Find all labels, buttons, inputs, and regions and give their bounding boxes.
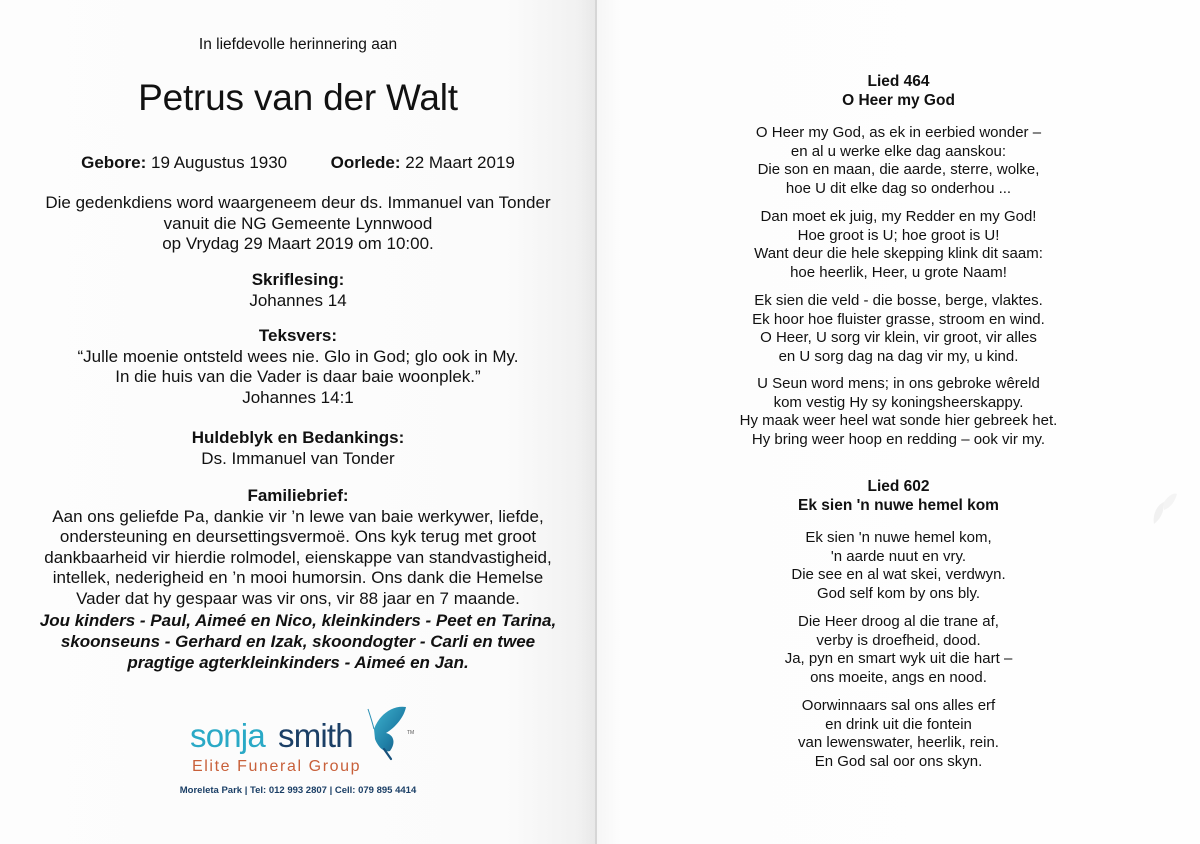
family-signatures [0, 610, 596, 673]
verse-line: In die huis van die Vader is daar baie woonplek.” [115, 367, 481, 386]
dates-line [0, 153, 596, 173]
verse-line: Hoe groot is U; hoe groot is U! [797, 226, 1000, 244]
hymn-number: Lied 602 [867, 478, 930, 495]
verse-line: Die Heer droog al die trane af, [798, 613, 999, 630]
service-details [0, 193, 596, 255]
hymn-verse [597, 529, 1200, 603]
hymn-verse [597, 697, 1200, 771]
hymn-number: Lied 464 [867, 73, 930, 90]
hymn-verse [597, 124, 1200, 198]
hymn-verse [597, 375, 1200, 449]
section-text: Johannes 14 [249, 290, 347, 310]
section-title: Familiebrief: [247, 486, 349, 505]
logo-tagline: Elite Funeral Group [192, 758, 362, 775]
verse-line: 'n aarde nuut en vry. [830, 547, 967, 565]
hymn-title: O Heer my God [842, 92, 955, 109]
verse-line: En God sal oor ons skyn. [814, 752, 983, 770]
verse-line: van lewenswater, heerlik, rein. [798, 734, 999, 751]
hymn-verse [597, 292, 1200, 366]
tribute-section [0, 428, 596, 469]
died-date: 22 Maart 2019 [405, 153, 515, 172]
family-line: Jou kinders - Paul, Aimeé en Nico, kleinkinders - Peet en Tarina, [39, 611, 557, 630]
logo-word-smith: smith [278, 717, 353, 754]
verse-line: God self kom by ons bly. [816, 584, 981, 602]
scripture-reading-section [0, 270, 596, 311]
funeral-home-logo [190, 703, 420, 783]
verse-line: O Heer my God, as ek in eerbied wonder – [755, 124, 1042, 141]
letter-line: dankbaarheid vir hierdie rolmodel, eienskappe van standvastigheid, [44, 547, 552, 567]
verse-line: Ek sien 'n nuwe hemel kom, [805, 529, 992, 546]
intro-text: In liefdevolle herinnering aan [198, 36, 398, 53]
verse-line: Ja, pyn en smart wyk uit die hart – [784, 650, 1013, 667]
verse-line: Oorwinnaars sal ons alles erf [801, 697, 996, 714]
verse-line: en al u werke elke dag aanskou: [790, 142, 1007, 160]
family-line: pragtige agterkleinkinders - Aimeé en Jan. [127, 653, 469, 672]
died-label: Oorlede: [330, 153, 401, 172]
hymn-verse [597, 208, 1200, 282]
letter-line: Aan ons geliefde Pa, dankie vir ’n lewe van baie werkywer, liefde, [52, 506, 544, 526]
section-text: Ds. Immanuel van Tonder [201, 448, 395, 468]
hymn-heading [597, 72, 1200, 110]
verse-line: Ek sien die veld - die bosse, berge, vlaktes. [754, 292, 1043, 309]
contact-details: Moreleta Park | Tel: 012 993 2807 | Cell: 079 895 4414 [179, 785, 417, 796]
verse-line: Hy bring weer hoop en redding – ook vir my. [751, 430, 1046, 448]
trademark-mark: TM [407, 730, 415, 736]
service-line: vanuit die NG Gemeente Lynnwood [163, 213, 433, 233]
verse-line: ons moeite, angs en nood. [810, 668, 987, 686]
verse-line: “Julle moenie ontsteld wees nie. Glo in God; glo ook in My. [77, 346, 519, 366]
butterfly-watermark-icon [1150, 490, 1178, 530]
verse-line: Die son en maan, die aarde, sterre, wolke, [757, 161, 1040, 178]
hymn-heading [597, 477, 1200, 515]
section-title: Huldeblyk en Bedankings: [191, 428, 405, 447]
butterfly-icon [360, 703, 408, 763]
born-label: Gebore: [81, 153, 147, 172]
text-verse-section [0, 326, 596, 408]
hymn-title: Ek sien 'n nuwe hemel kom [798, 497, 999, 514]
service-line: Die gedenkdiens word waargeneem deur ds. Immanuel van Tonder [45, 193, 551, 212]
verse-line: verby is droefheid, dood. [816, 631, 981, 649]
letter-line: ondersteuning en deursettingsvermoë. Ons kyk terug met groot [59, 527, 537, 546]
verse-line: Ek hoor hoe fluister grasse, stroom en wind. [752, 310, 1045, 328]
verse-line: hoe U dit elke dag so onderhou ... [785, 179, 1012, 197]
verse-line: U Seun word mens; in ons gebroke wêreld [757, 375, 1040, 392]
verse-line: kom vestig Hy sy koningsheerskappy. [773, 393, 1024, 411]
verse-line: Die see en al wat skei, verdwyn. [791, 566, 1006, 583]
hymn-verse [597, 613, 1200, 687]
section-title: Skriflesing: [251, 270, 345, 289]
verse-reference: Johannes 14:1 [242, 387, 354, 407]
verse-line: Want deur die hele skepping klink dit saam: [754, 245, 1043, 262]
letter-line: intellek, nederigheid en ’n mooi humorsin. Ons dank die Hemelse [52, 568, 544, 587]
section-title: Teksvers: [258, 326, 338, 345]
verse-line: Dan moet ek juig, my Redder en my God! [760, 208, 1037, 225]
verse-line: en U sorg dag na dag vir my, u kind. [778, 347, 1019, 365]
family-letter-section [0, 486, 596, 609]
verse-line: Hy maak weer heel wat sonde hier gebreek het. [739, 412, 1058, 429]
verse-line: hoe heerlik, Heer, u grote Naam! [790, 263, 1007, 281]
verse-line: O Heer, U sorg vir klein, vir groot, vir alles [760, 329, 1037, 346]
logo-word-sonja: sonja [190, 717, 265, 754]
verse-line: en drink uit die fontein [825, 715, 972, 733]
service-line: op Vrydag 29 Maart 2019 om 10:00. [162, 234, 434, 253]
family-line: skoonseuns - Gerhard en Izak, skoondogter - Carli en twee [60, 632, 536, 651]
deceased-name: Petrus van der Walt [138, 77, 458, 118]
born-date: 19 Augustus 1930 [151, 153, 288, 172]
letter-line: Vader dat hy gespaar was vir ons, vir 88 jaar en 7 maande. [76, 588, 520, 608]
